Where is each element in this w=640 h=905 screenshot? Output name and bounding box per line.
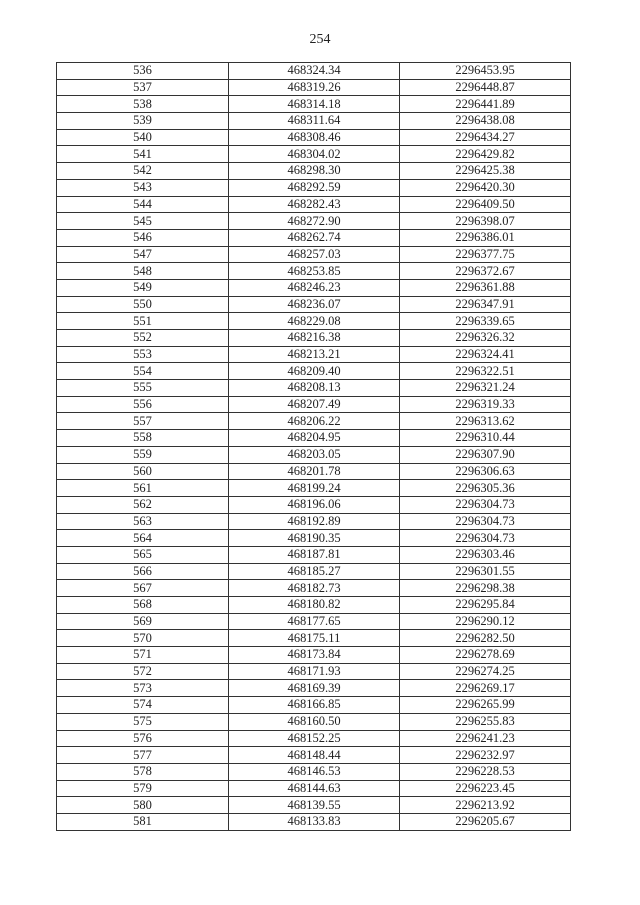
table-row xyxy=(57,563,571,580)
x-coordinate-cell: 468139.55 xyxy=(229,797,400,814)
x-coordinate-cell: 468199.24 xyxy=(229,480,400,497)
y-coordinate-cell: 2296278.69 xyxy=(400,647,571,664)
y-coordinate-cell: 2296448.87 xyxy=(400,79,571,96)
table-row xyxy=(57,663,571,680)
point-number-cell: 563 xyxy=(57,513,229,530)
point-number-cell: 579 xyxy=(57,780,229,797)
table-row xyxy=(57,813,571,830)
x-coordinate-cell: 468144.63 xyxy=(229,780,400,797)
point-number-cell: 567 xyxy=(57,580,229,597)
point-number-cell: 556 xyxy=(57,396,229,413)
point-number-cell: 536 xyxy=(57,63,229,80)
table-row xyxy=(57,79,571,96)
y-coordinate-cell: 2296313.62 xyxy=(400,413,571,430)
y-coordinate-cell: 2296420.30 xyxy=(400,179,571,196)
point-number-cell: 540 xyxy=(57,129,229,146)
x-coordinate-cell: 468192.89 xyxy=(229,513,400,530)
point-number-cell: 580 xyxy=(57,797,229,814)
point-number-cell: 574 xyxy=(57,697,229,714)
x-coordinate-cell: 468213.21 xyxy=(229,346,400,363)
point-number-cell: 544 xyxy=(57,196,229,213)
table-body xyxy=(57,63,571,831)
table-row xyxy=(57,380,571,397)
table-row xyxy=(57,213,571,230)
point-number-cell: 572 xyxy=(57,663,229,680)
table-row xyxy=(57,713,571,730)
y-coordinate-cell: 2296438.08 xyxy=(400,113,571,130)
x-coordinate-cell: 468304.02 xyxy=(229,146,400,163)
y-coordinate-cell: 2296453.95 xyxy=(400,63,571,80)
table-row xyxy=(57,296,571,313)
coordinates-table xyxy=(56,62,571,831)
y-coordinate-cell: 2296347.91 xyxy=(400,296,571,313)
x-coordinate-cell: 468133.83 xyxy=(229,813,400,830)
table-row xyxy=(57,229,571,246)
x-coordinate-cell: 468160.50 xyxy=(229,713,400,730)
x-coordinate-cell: 468171.93 xyxy=(229,663,400,680)
y-coordinate-cell: 2296282.50 xyxy=(400,630,571,647)
y-coordinate-cell: 2296386.01 xyxy=(400,229,571,246)
point-number-cell: 550 xyxy=(57,296,229,313)
y-coordinate-cell: 2296304.73 xyxy=(400,530,571,547)
point-number-cell: 568 xyxy=(57,597,229,614)
point-number-cell: 561 xyxy=(57,480,229,497)
x-coordinate-cell: 468207.49 xyxy=(229,396,400,413)
x-coordinate-cell: 468175.11 xyxy=(229,630,400,647)
x-coordinate-cell: 468314.18 xyxy=(229,96,400,113)
table-row xyxy=(57,96,571,113)
table-row xyxy=(57,480,571,497)
table-row xyxy=(57,163,571,180)
table-row xyxy=(57,63,571,80)
x-coordinate-cell: 468152.25 xyxy=(229,730,400,747)
x-coordinate-cell: 468311.64 xyxy=(229,113,400,130)
table-row xyxy=(57,630,571,647)
y-coordinate-cell: 2296241.23 xyxy=(400,730,571,747)
point-number-cell: 560 xyxy=(57,463,229,480)
table-row xyxy=(57,680,571,697)
x-coordinate-cell: 468262.74 xyxy=(229,229,400,246)
point-number-cell: 542 xyxy=(57,163,229,180)
y-coordinate-cell: 2296434.27 xyxy=(400,129,571,146)
point-number-cell: 569 xyxy=(57,613,229,630)
y-coordinate-cell: 2296265.99 xyxy=(400,697,571,714)
point-number-cell: 539 xyxy=(57,113,229,130)
y-coordinate-cell: 2296398.07 xyxy=(400,213,571,230)
table-row xyxy=(57,129,571,146)
y-coordinate-cell: 2296223.45 xyxy=(400,780,571,797)
table-row xyxy=(57,730,571,747)
x-coordinate-cell: 468282.43 xyxy=(229,196,400,213)
x-coordinate-cell: 468246.23 xyxy=(229,279,400,296)
table-row xyxy=(57,697,571,714)
y-coordinate-cell: 2296290.12 xyxy=(400,613,571,630)
point-number-cell: 559 xyxy=(57,446,229,463)
point-number-cell: 581 xyxy=(57,813,229,830)
point-number-cell: 545 xyxy=(57,213,229,230)
point-number-cell: 538 xyxy=(57,96,229,113)
x-coordinate-cell: 468236.07 xyxy=(229,296,400,313)
table-row xyxy=(57,797,571,814)
x-coordinate-cell: 468324.34 xyxy=(229,63,400,80)
y-coordinate-cell: 2296295.84 xyxy=(400,597,571,614)
point-number-cell: 565 xyxy=(57,546,229,563)
point-number-cell: 555 xyxy=(57,380,229,397)
table-row xyxy=(57,647,571,664)
y-coordinate-cell: 2296441.89 xyxy=(400,96,571,113)
x-coordinate-cell: 468177.65 xyxy=(229,613,400,630)
x-coordinate-cell: 468201.78 xyxy=(229,463,400,480)
y-coordinate-cell: 2296409.50 xyxy=(400,196,571,213)
table-row xyxy=(57,463,571,480)
y-coordinate-cell: 2296306.63 xyxy=(400,463,571,480)
table-row xyxy=(57,396,571,413)
table-row xyxy=(57,330,571,347)
point-number-cell: 571 xyxy=(57,647,229,664)
x-coordinate-cell: 468204.95 xyxy=(229,430,400,447)
table-row xyxy=(57,279,571,296)
point-number-cell: 547 xyxy=(57,246,229,263)
point-number-cell: 548 xyxy=(57,263,229,280)
table-row xyxy=(57,196,571,213)
table-row xyxy=(57,546,571,563)
x-coordinate-cell: 468190.35 xyxy=(229,530,400,547)
point-number-cell: 553 xyxy=(57,346,229,363)
table-row xyxy=(57,313,571,330)
table-row xyxy=(57,113,571,130)
x-coordinate-cell: 468169.39 xyxy=(229,680,400,697)
table-row xyxy=(57,263,571,280)
x-coordinate-cell: 468206.22 xyxy=(229,413,400,430)
y-coordinate-cell: 2296305.36 xyxy=(400,480,571,497)
y-coordinate-cell: 2296429.82 xyxy=(400,146,571,163)
x-coordinate-cell: 468253.85 xyxy=(229,263,400,280)
x-coordinate-cell: 468203.05 xyxy=(229,446,400,463)
y-coordinate-cell: 2296322.51 xyxy=(400,363,571,380)
x-coordinate-cell: 468272.90 xyxy=(229,213,400,230)
y-coordinate-cell: 2296372.67 xyxy=(400,263,571,280)
x-coordinate-cell: 468182.73 xyxy=(229,580,400,597)
y-coordinate-cell: 2296339.65 xyxy=(400,313,571,330)
y-coordinate-cell: 2296307.90 xyxy=(400,446,571,463)
y-coordinate-cell: 2296425.38 xyxy=(400,163,571,180)
table-row xyxy=(57,413,571,430)
y-coordinate-cell: 2296377.75 xyxy=(400,246,571,263)
point-number-cell: 546 xyxy=(57,229,229,246)
x-coordinate-cell: 468180.82 xyxy=(229,597,400,614)
y-coordinate-cell: 2296324.41 xyxy=(400,346,571,363)
point-number-cell: 564 xyxy=(57,530,229,547)
x-coordinate-cell: 468216.38 xyxy=(229,330,400,347)
y-coordinate-cell: 2296326.32 xyxy=(400,330,571,347)
point-number-cell: 551 xyxy=(57,313,229,330)
y-coordinate-cell: 2296319.33 xyxy=(400,396,571,413)
x-coordinate-cell: 468148.44 xyxy=(229,747,400,764)
point-number-cell: 576 xyxy=(57,730,229,747)
y-coordinate-cell: 2296310.44 xyxy=(400,430,571,447)
y-coordinate-cell: 2296205.67 xyxy=(400,813,571,830)
x-coordinate-cell: 468229.08 xyxy=(229,313,400,330)
x-coordinate-cell: 468173.84 xyxy=(229,647,400,664)
y-coordinate-cell: 2296304.73 xyxy=(400,513,571,530)
table-row xyxy=(57,597,571,614)
table-row xyxy=(57,446,571,463)
point-number-cell: 552 xyxy=(57,330,229,347)
x-coordinate-cell: 468308.46 xyxy=(229,129,400,146)
point-number-cell: 541 xyxy=(57,146,229,163)
table-row xyxy=(57,430,571,447)
point-number-cell: 578 xyxy=(57,763,229,780)
x-coordinate-cell: 468298.30 xyxy=(229,163,400,180)
y-coordinate-cell: 2296269.17 xyxy=(400,680,571,697)
x-coordinate-cell: 468292.59 xyxy=(229,179,400,196)
y-coordinate-cell: 2296298.38 xyxy=(400,580,571,597)
x-coordinate-cell: 468196.06 xyxy=(229,496,400,513)
x-coordinate-cell: 468319.26 xyxy=(229,79,400,96)
x-coordinate-cell: 468209.40 xyxy=(229,363,400,380)
table-row xyxy=(57,747,571,764)
table-row xyxy=(57,246,571,263)
y-coordinate-cell: 2296274.25 xyxy=(400,663,571,680)
y-coordinate-cell: 2296228.53 xyxy=(400,763,571,780)
y-coordinate-cell: 2296361.88 xyxy=(400,279,571,296)
y-coordinate-cell: 2296232.97 xyxy=(400,747,571,764)
point-number-cell: 575 xyxy=(57,713,229,730)
point-number-cell: 562 xyxy=(57,496,229,513)
table-row xyxy=(57,580,571,597)
y-coordinate-cell: 2296213.92 xyxy=(400,797,571,814)
table-row xyxy=(57,780,571,797)
y-coordinate-cell: 2296301.55 xyxy=(400,563,571,580)
point-number-cell: 537 xyxy=(57,79,229,96)
point-number-cell: 549 xyxy=(57,279,229,296)
point-number-cell: 566 xyxy=(57,563,229,580)
page-number: 254 xyxy=(309,32,331,47)
table-row xyxy=(57,496,571,513)
table-row xyxy=(57,346,571,363)
y-coordinate-cell: 2296303.46 xyxy=(400,546,571,563)
table-row xyxy=(57,530,571,547)
point-number-cell: 557 xyxy=(57,413,229,430)
y-coordinate-cell: 2296255.83 xyxy=(400,713,571,730)
y-coordinate-cell: 2296321.24 xyxy=(400,380,571,397)
x-coordinate-cell: 468257.03 xyxy=(229,246,400,263)
point-number-cell: 570 xyxy=(57,630,229,647)
x-coordinate-cell: 468187.81 xyxy=(229,546,400,563)
table-row xyxy=(57,763,571,780)
x-coordinate-cell: 468208.13 xyxy=(229,380,400,397)
table-row xyxy=(57,363,571,380)
table-row xyxy=(57,613,571,630)
table-row xyxy=(57,179,571,196)
x-coordinate-cell: 468185.27 xyxy=(229,563,400,580)
point-number-cell: 543 xyxy=(57,179,229,196)
y-coordinate-cell: 2296304.73 xyxy=(400,496,571,513)
point-number-cell: 573 xyxy=(57,680,229,697)
x-coordinate-cell: 468166.85 xyxy=(229,697,400,714)
point-number-cell: 577 xyxy=(57,747,229,764)
point-number-cell: 558 xyxy=(57,430,229,447)
table-row xyxy=(57,146,571,163)
x-coordinate-cell: 468146.53 xyxy=(229,763,400,780)
table-row xyxy=(57,513,571,530)
point-number-cell: 554 xyxy=(57,363,229,380)
